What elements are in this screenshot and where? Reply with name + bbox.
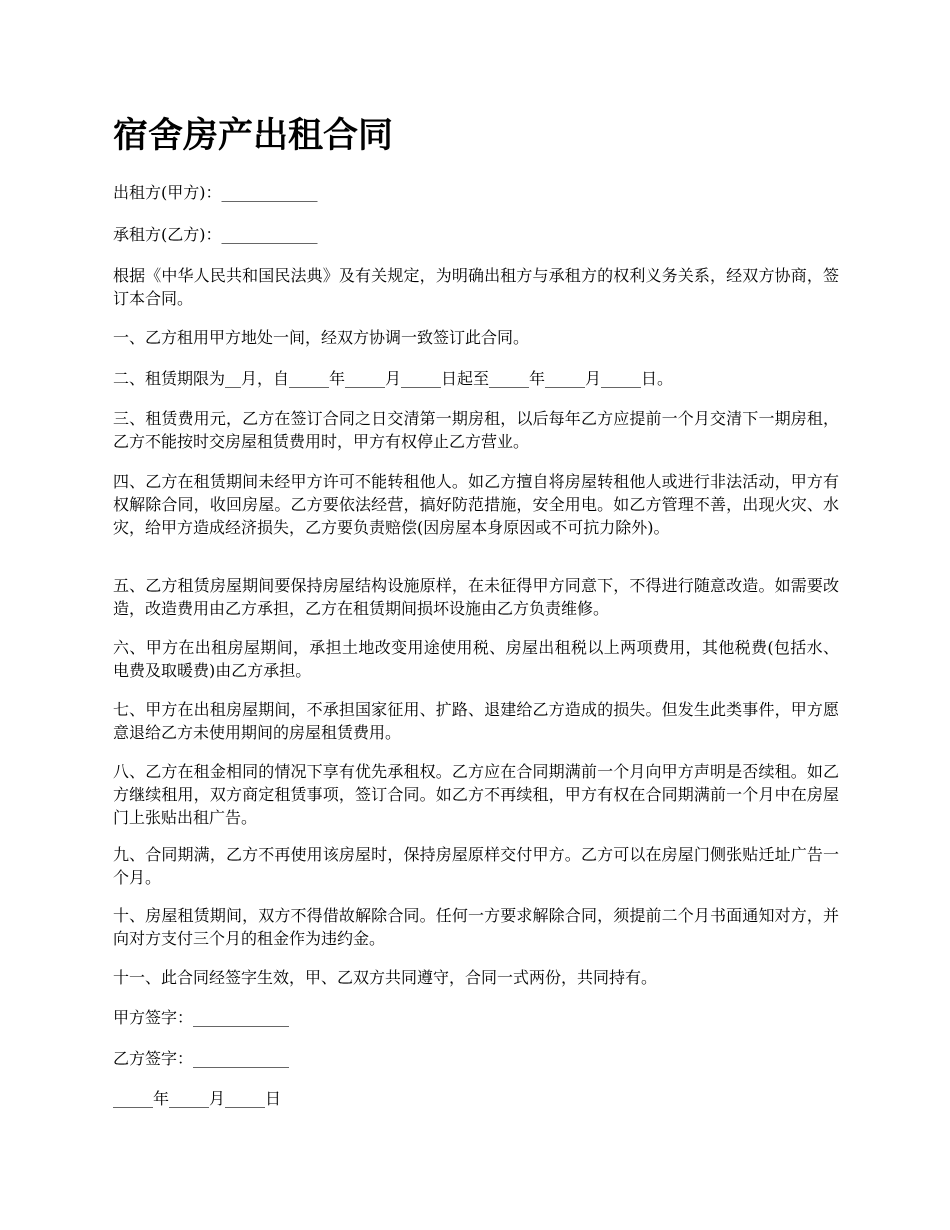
clause-7: 七、甲方在出租房屋期间，不承担国家征用、扩路、退建给乙方造成的损失。但发生此类事件，甲方愿意退给乙方未使用期间的房屋租赁费用。 (113, 700, 839, 742)
clause-3: 三、租赁费用元，乙方在签订合同之日交清第一期房租，以后每年乙方应提前一个月交清下一期房租，乙方不能按时交房屋租赁费用时，甲方有权停止乙方营业。 (113, 409, 839, 451)
date-line: _____年_____月_____日 (113, 1089, 282, 1108)
clause-9: 九、合同期满，乙方不再使用该房屋时，保持房屋原样交付甲方。乙方可以在房屋门侧张贴迁址广告一个月。 (113, 845, 839, 887)
signature-party-a: 甲方签字：____________ (113, 1008, 290, 1027)
clause-2: 二、租赁期限为__月，自_____年_____月_____日起至_____年_____月_____日。 (113, 369, 674, 388)
clause-11: 十一、此合同经签字生效，甲、乙双方共同遵守，合同一式两份，共同持有。 (113, 968, 658, 987)
page-title: 宿舍房产出租合同 (113, 115, 394, 156)
lessee-line: 承租方(乙方)：____________ (113, 225, 318, 244)
preamble: 根据《中华人民共和国民法典》及有关规定，为明确出租方与承租方的权利义务关系，经双方协商，签订本合同。 (113, 266, 839, 308)
clause-4: 四、乙方在租赁期间未经甲方许可不能转租他人。如乙方擅自将房屋转租他人或进行非法活动，甲方有权解除合同，收回房屋。乙方要依法经营，搞好防范措施，安全用电。如乙方管理不善，出现火灾、水灾，给甲方造成经济损失，乙方要负责赔偿(因房屋本身原因或不可抗力除外)。 (113, 472, 839, 537)
clause-8: 八、乙方在租金相同的情况下享有优先承租权。乙方应在合同期满前一个月向甲方声明是否续租。如乙方继续租用，双方商定租赁事项，签订合同。如乙方不再续租，甲方有权在合同期满前一个月中在房屋门上张贴出租广告。 (113, 762, 839, 827)
clause-5: 五、乙方租赁房屋期间要保持房屋结构设施原样，在未征得甲方同意下，不得进行随意改造。如需要改造，改造费用由乙方承担，乙方在租赁期间损坏设施由乙方负责维修。 (113, 576, 839, 618)
signature-party-b: 乙方签字：____________ (113, 1049, 290, 1068)
clause-1: 一、乙方租用甲方地处一间，经双方协调一致签订此合同。 (113, 328, 530, 347)
lessor-line: 出租方(甲方)：____________ (113, 183, 318, 202)
clause-10: 十、房屋租赁期间，双方不得借故解除合同。任何一方要求解除合同，须提前二个月书面通知对方，并向对方支付三个月的租金作为违约金。 (113, 906, 839, 948)
clause-6: 六、甲方在出租房屋期间，承担土地改变用途使用税、房屋出租税以上两项费用，其他税费(包括水、电费及取暖费)由乙方承担。 (113, 638, 839, 680)
